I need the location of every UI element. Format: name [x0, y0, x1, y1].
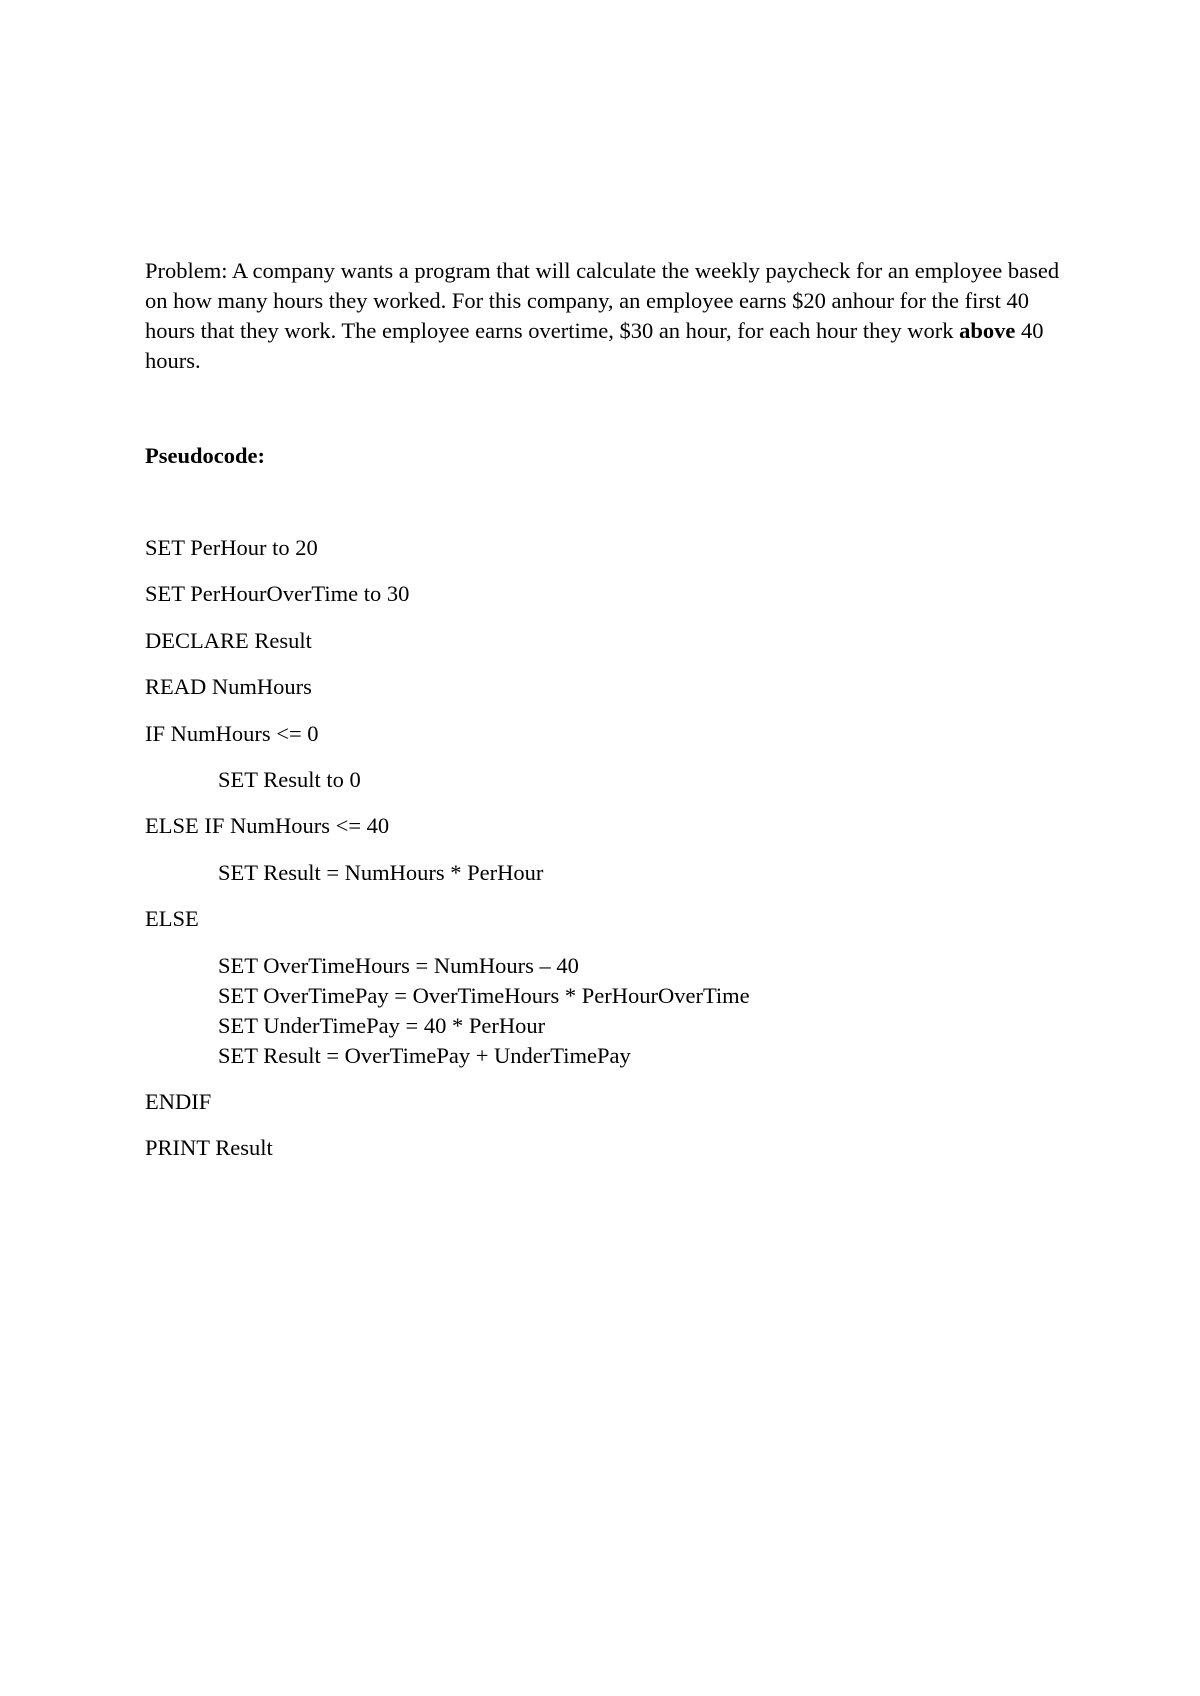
pseudocode-line-indented: SET Result to 0 [218, 767, 361, 792]
problem-emphasis: above [959, 318, 1016, 343]
problem-paragraph [145, 256, 1065, 376]
pseudocode-line: ELSE [145, 906, 199, 931]
pseudocode-line-indented: SET UnderTimePay = 40 * PerHour [218, 1013, 546, 1038]
pseudocode-line: IF NumHours <= 0 [145, 721, 319, 746]
pseudocode-line: DECLARE Result [145, 628, 312, 653]
pseudocode-line: ELSE IF NumHours <= 40 [145, 813, 390, 838]
pseudocode-line: SET PerHour to 20 [145, 535, 318, 560]
pseudocode-line: READ NumHours [145, 674, 312, 699]
problem-text-end: 40 hours. [145, 318, 1044, 373]
pseudocode-line-indented: SET OverTimePay = OverTimeHours * PerHourOverTime [218, 983, 750, 1008]
pseudocode-line-indented: SET OverTimeHours = NumHours – 40 [218, 953, 579, 978]
problem-text: Problem: A company wants a program that will calculate the weekly paycheck for an employee based on how many hours they worked. For this company, an employee earns $20 anhour for the first 40 hours that they work. The employee earns overtime, $30 an hour, for each hour they work [145, 258, 1060, 343]
pseudocode-heading: Pseudocode: [145, 443, 265, 468]
pseudocode-line: PRINT Result [145, 1135, 273, 1160]
pseudocode-line: ENDIF [145, 1089, 212, 1114]
pseudocode-line-indented: SET Result = OverTimePay + UnderTimePay [218, 1043, 631, 1068]
pseudocode-line: SET PerHourOverTime to 30 [145, 581, 410, 606]
pseudocode-line-indented: SET Result = NumHours * PerHour [218, 860, 544, 885]
